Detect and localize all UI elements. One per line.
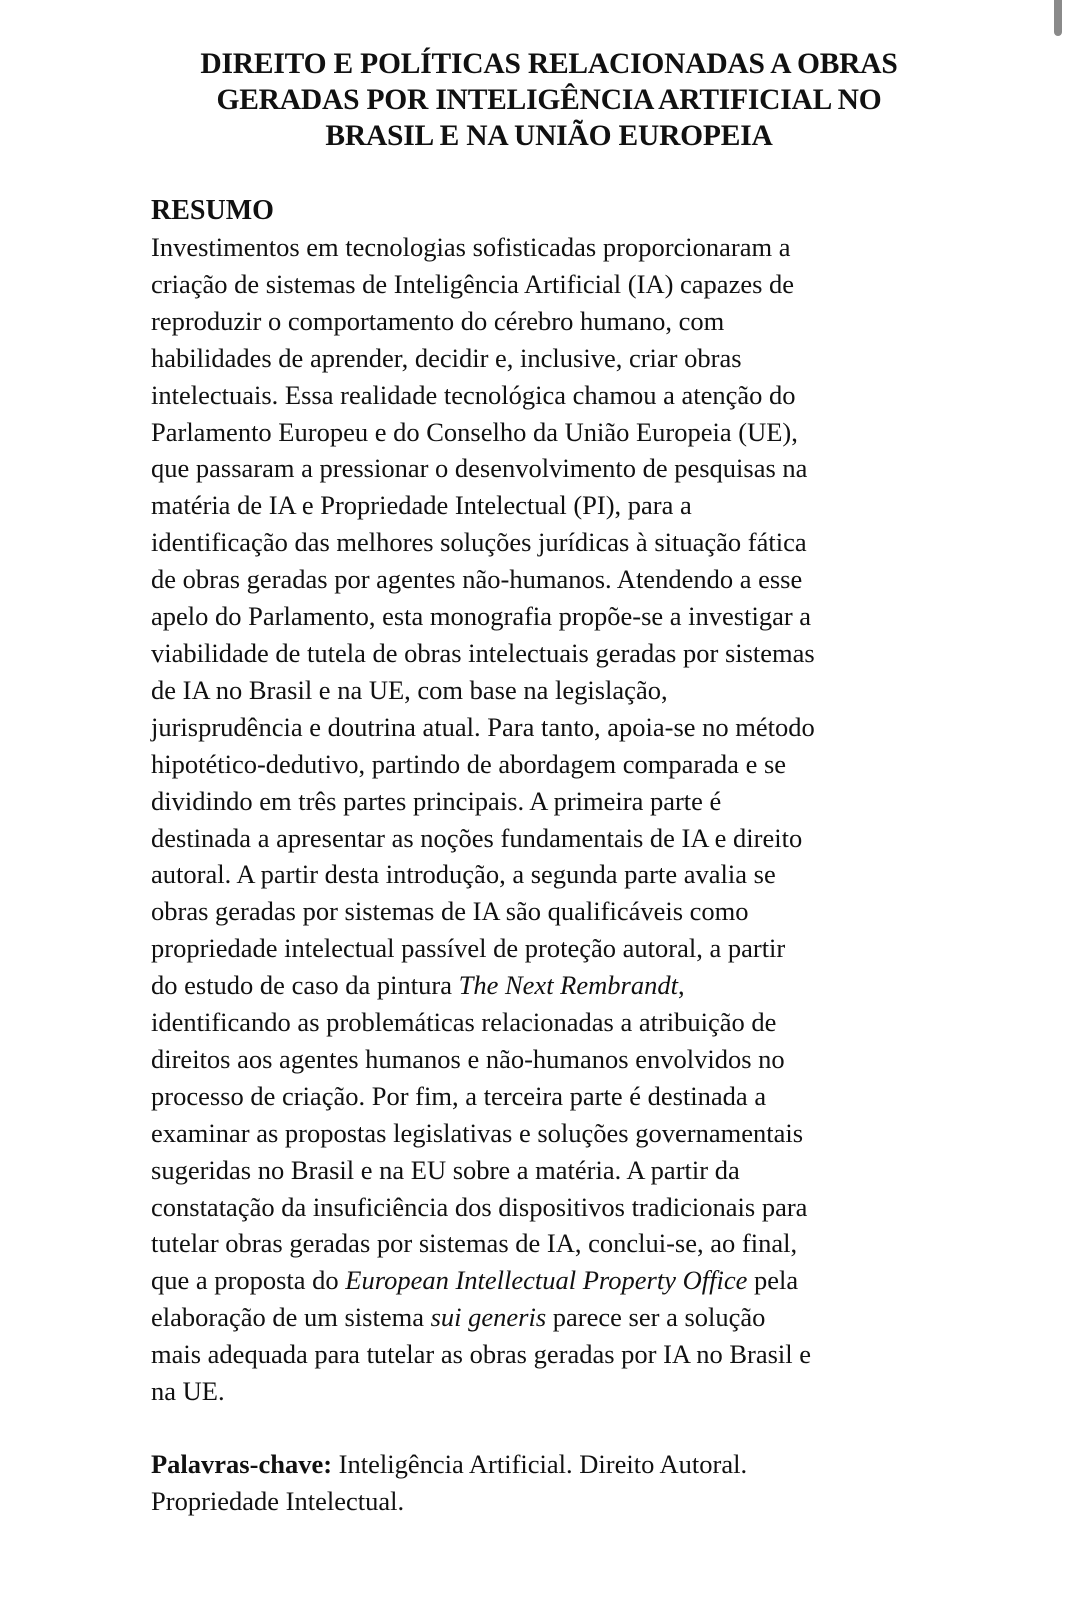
keywords xyxy=(151,1446,951,1520)
abstract-line: reproduzir o comportamento do cérebro humano, com xyxy=(151,305,725,336)
abstract-line: Investimentos em tecnologias sofisticadas proporcionaram a xyxy=(151,232,791,262)
abstract-line: apelo do Parlamento, esta monografia propõe-se a investigar a xyxy=(151,601,812,632)
abstract-line: autoral. A partir desta introdução, a segunda parte avalia se xyxy=(151,859,776,890)
italic-term: The Next Rembrandt xyxy=(458,970,678,1001)
document-title xyxy=(149,46,949,154)
abstract-line: destinada a apresentar as noções fundamentais de IA e direito xyxy=(151,822,803,853)
abstract-line: de obras geradas por agentes não-humanos. Atendendo a esse xyxy=(151,564,803,595)
abstract-body xyxy=(151,229,951,1410)
scrollbar-thumb[interactable] xyxy=(1054,0,1062,36)
abstract-line: sugeridas no Brasil e na EU sobre a matéria. A partir da xyxy=(151,1154,740,1185)
abstract-line: intelectuais. Essa realidade tecnológica chamou a atenção do xyxy=(151,379,796,410)
abstract-heading: RESUMO xyxy=(151,195,274,226)
abstract-line: obras geradas por sistemas de IA são qualificáveis como xyxy=(151,896,749,927)
keywords-label: Palavras-chave: xyxy=(151,1449,333,1479)
italic-term: European Intellectual Property Office xyxy=(345,1265,748,1296)
abstract-line: hipotético-dedutivo, partindo de abordagem comparada e se xyxy=(151,748,787,779)
abstract-line: jurisprudência e doutrina atual. Para tanto, apoia-se no método xyxy=(151,711,815,742)
abstract-line: direitos aos agentes humanos e não-humanos envolvidos no xyxy=(151,1043,785,1074)
abstract-line: constatação da insuficiência dos dispositivos tradicionais para xyxy=(151,1191,808,1222)
abstract-line xyxy=(151,1299,951,1336)
abstract-line: matéria de IA e Propriedade Intelectual (PI), para a xyxy=(151,490,692,521)
abstract-line: identificação das melhores soluções jurídicas à situação fática xyxy=(151,527,807,558)
abstract-line: tutelar obras geradas por sistemas de IA, conclui-se, ao final, xyxy=(151,1228,798,1259)
title-line: DIREITO E POLÍTICAS RELACIONADAS A OBRAS xyxy=(200,48,898,80)
abstract-line: propriedade intelectual passível de proteção autoral, a partir xyxy=(151,933,786,964)
title-line: GERADAS POR INTELIGÊNCIA ARTIFICIAL NO xyxy=(216,84,882,116)
abstract-line xyxy=(151,967,951,1004)
abstract-text: pela xyxy=(747,1265,799,1296)
abstract-line: Parlamento Europeu e do Conselho da União Europeia (UE), xyxy=(151,416,798,447)
abstract-line: mais adequada para tutelar as obras geradas por IA no Brasil e xyxy=(151,1339,812,1370)
abstract-line: processo de criação. Por fim, a terceira parte é destinada a xyxy=(151,1080,767,1111)
abstract-text: , xyxy=(677,970,685,1001)
italic-term: sui generis xyxy=(430,1302,547,1333)
abstract-line: viabilidade de tutela de obras intelectuais geradas por sistemas xyxy=(151,637,815,668)
title-line: BRASIL E NA UNIÃO EUROPEIA xyxy=(325,120,773,152)
abstract-line: que passaram a pressionar o desenvolvimento de pesquisas na xyxy=(151,453,808,484)
abstract-line: criação de sistemas de Inteligência Artificial (IA) capazes de xyxy=(151,268,795,299)
abstract-line: dividindo em três partes principais. A primeira parte é xyxy=(151,785,722,816)
keywords-line: Propriedade Intelectual. xyxy=(151,1485,405,1516)
abstract-text: parece ser a solução xyxy=(546,1302,766,1333)
abstract-line: habilidades de aprender, decidir e, inclusive, criar obras xyxy=(151,342,742,373)
document-page xyxy=(151,46,951,1520)
abstract-line: de IA no Brasil e na UE, com base na legislação, xyxy=(151,674,668,705)
keywords-line xyxy=(151,1446,951,1483)
abstract-line xyxy=(151,1262,951,1299)
keywords-values: Inteligência Artificial. Direito Autoral. xyxy=(332,1449,748,1479)
abstract-text: elaboração de um sistema xyxy=(151,1302,431,1333)
abstract-line: na UE. xyxy=(151,1376,225,1407)
abstract-line: identificando as problemáticas relacionadas a atribuição de xyxy=(151,1007,777,1038)
abstract-text: do estudo de caso da pintura xyxy=(151,970,459,1001)
abstract-text: que a proposta do xyxy=(151,1265,346,1296)
abstract-line: examinar as propostas legislativas e soluções governamentais xyxy=(151,1117,804,1148)
